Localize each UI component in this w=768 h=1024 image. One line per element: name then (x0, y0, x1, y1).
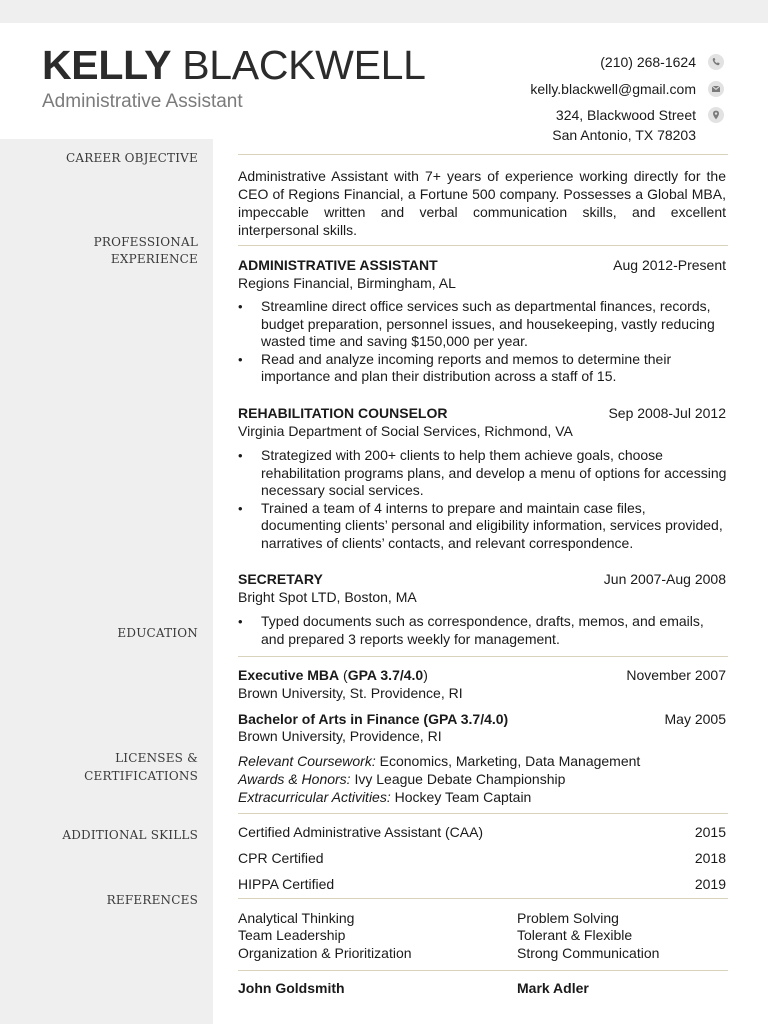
degree-1: Executive MBA (GPA 3.7/4.0) (238, 667, 428, 683)
contact-email: kelly.blackwell@gmail.com (530, 81, 696, 97)
list-item: • Trained a team of 4 interns to prepare and maintain case files, documenting clients’ personal and eligibility information, services provided, narratives of clients’ contacts, and relevant correspondence. (238, 500, 728, 553)
education-extra: Awards & Honors: Ivy League Debate Championship (238, 771, 566, 787)
job-title-3: SECRETARY (238, 571, 323, 587)
job-bullets-1 (238, 298, 728, 386)
job-title-1: ADMINISTRATIVE ASSISTANT (238, 257, 438, 273)
section-divider (238, 154, 728, 155)
skill-item: Tolerant & Flexible (517, 927, 633, 943)
section-divider (238, 898, 728, 899)
skill-item: Team Leadership (238, 927, 346, 943)
first-name: KELLY (42, 42, 172, 88)
school-2: Brown University, Providence, RI (238, 728, 442, 744)
section-label-references: REFERENCES (106, 893, 198, 907)
section-label-career-objective: CAREER OBJECTIVE (65, 151, 198, 165)
section-label-skills: ADDITIONAL SKILLS (62, 828, 198, 842)
certification-year: 2019 (694, 876, 726, 892)
job-title-2: REHABILITATION COUNSELOR (238, 405, 448, 421)
certification-year: 2015 (694, 824, 726, 840)
list-item: • Streamline direct office services such as departmental finances, records, budget preparation, personnel issues, and housekeeping, vastly reducing wasted time and saving $150,000 per year. (238, 298, 728, 351)
certification-name: CPR Certified (238, 850, 324, 866)
job-org-1: Regions Financial, Birmingham, AL (238, 275, 456, 291)
skill-item: Strong Communication (517, 945, 660, 961)
job-dates-2: Sep 2008-Jul 2012 (608, 405, 726, 421)
section-divider (238, 656, 728, 657)
section-divider (238, 970, 728, 971)
job-org-3: Bright Spot LTD, Boston, MA (238, 589, 417, 605)
school-1: Brown University, St. Providence, RI (238, 685, 463, 701)
top-band (0, 0, 768, 23)
job-org-2: Virginia Department of Social Services, Richmond, VA (238, 423, 573, 439)
job-dates-3: Jun 2007-Aug 2008 (603, 571, 726, 587)
degree-date-2: May 2005 (664, 711, 726, 727)
section-divider (238, 245, 728, 246)
job-bullets-2 (238, 447, 728, 553)
skill-item: Organization & Prioritization (238, 945, 412, 961)
certification-name: Certified Administrative Assistant (CAA) (238, 824, 484, 840)
last-name: BLACKWELL (182, 42, 426, 88)
section-label-experience-2: EXPERIENCE (110, 252, 198, 266)
section-label-licenses-1: LICENSES & (115, 751, 198, 765)
reference-name: John Goldsmith (238, 980, 345, 996)
section-label-education: EDUCATION (117, 626, 198, 640)
contact-phone: (210) 268-1624 (600, 54, 696, 70)
skill-item: Analytical Thinking (238, 910, 355, 926)
list-item: • Strategized with 200+ clients to help them achieve goals, choose rehabilitation programs plans, and develop a menu of options for accessing necessary social services. (238, 447, 728, 500)
job-bullets-3 (238, 613, 728, 648)
email-icon (708, 81, 724, 97)
location-icon (708, 107, 724, 123)
certification-name: HIPPA Certified (238, 876, 335, 892)
job-dates-1: Aug 2012-Present (613, 257, 726, 273)
degree-date-1: November 2007 (626, 667, 726, 683)
section-divider (238, 813, 728, 814)
reference-name: Mark Adler (517, 980, 589, 996)
candidate-name (42, 40, 426, 90)
degree-2: Bachelor of Arts in Finance (GPA 3.7/4.0) (238, 711, 509, 727)
phone-icon (708, 54, 724, 70)
job-title: Administrative Assistant (42, 91, 243, 112)
contact-address-line2: San Antonio, TX 78203 (552, 127, 696, 143)
certification-year: 2018 (694, 850, 726, 866)
skill-item: Problem Solving (517, 910, 619, 926)
section-label-experience-1: PROFESSIONAL (93, 235, 198, 249)
list-item: • Read and analyze incoming reports and memos to determine their importance and plan their distribution across a staff of 15. (238, 351, 728, 386)
objective-text: Administrative Assistant with 7+ years of experience working directly for the CEO of Regions Financial, a Fortune 500 company. Possesses a Global MBA, impeccable written and verbal communication skills, and excellent interpersonal skills. (238, 168, 726, 238)
list-item: • Typed documents such as correspondence, drafts, memos, and emails, and prepared 3 reports weekly for management. (238, 613, 728, 648)
section-label-licenses-2: CERTIFICATIONS (84, 769, 198, 783)
education-extra: Extracurricular Activities: Hockey Team Captain (238, 789, 532, 805)
contact-address-line1: 324, Blackwood Street (555, 107, 696, 123)
education-extra: Relevant Coursework: Economics, Marketing, Data Management (238, 753, 641, 769)
